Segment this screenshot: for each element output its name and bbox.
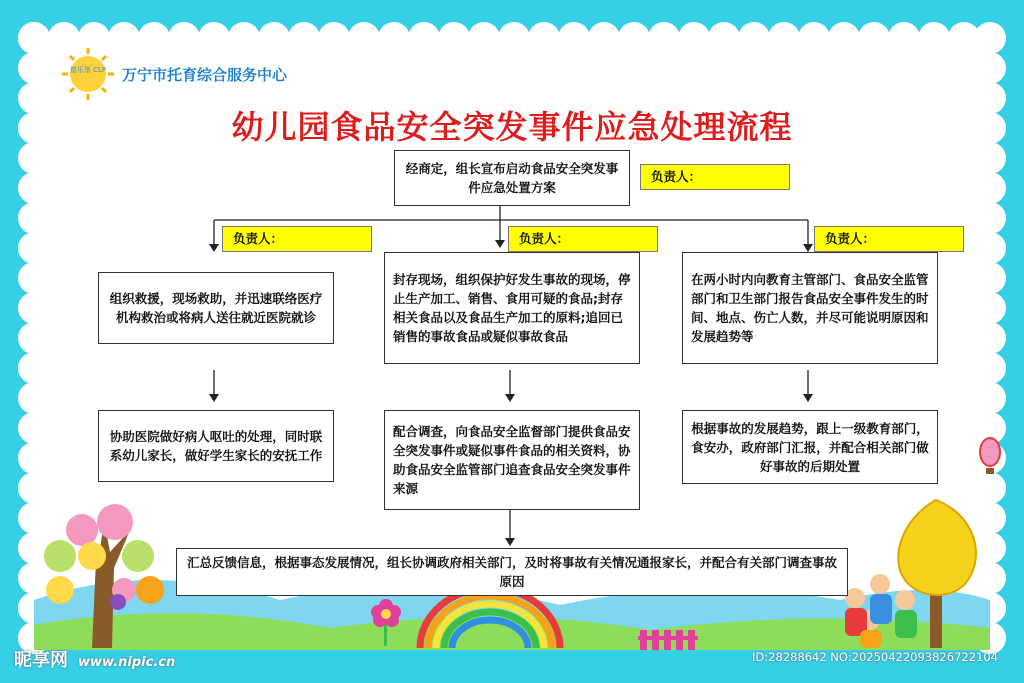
column-1-owner-field: 负责人： (222, 226, 372, 252)
column-1-step-2-box: 协助医院做好病人呕吐的处理，同时联系幼儿家长，做好学生家长的安抚工作 (98, 410, 334, 482)
column-3-step-1-box: 在两小时内向教育主管部门、食品安全监管部门和卫生部门报告食品安全事件发生的时间、地点、伤亡人数，并尽可能说明原因和发展趋势等 (682, 252, 938, 364)
watermark-site-name: 昵享网 (14, 650, 68, 671)
page-title: 幼儿园食品安全突发事件应急处理流程 (231, 108, 793, 146)
watermark-id: ID:28288642 NO:20250422093826722104 (752, 650, 998, 664)
start-owner-field: 负责人： (640, 164, 790, 190)
watermark-site (14, 646, 175, 672)
start-step-box: 经商定，组长宣布启动食品安全突发事件应急处置方案 (394, 150, 630, 206)
final-step-box: 汇总反馈信息，根据事态发展情况，组长协调政府相关部门，及时将事故有关情况通报家长，并配合有关部门调查事故原因 (176, 548, 848, 596)
column-1-step-1-box: 组织救援，现场救助，并迅速联络医疗机构救治或将病人送往就近医院就诊 (98, 272, 334, 344)
fence-icon (638, 630, 698, 650)
watermark-url: www.nipic.cn (78, 655, 176, 670)
organization-name: 万宁市托育综合服务中心 (122, 66, 288, 84)
column-3-step-2-box: 根据事故的发展趋势，跟上一级教育部门，食安办，政府部门汇报，并配合相关部门做好事故的后期处置 (682, 410, 938, 484)
logo-text: 德乐堡 CLP (69, 66, 107, 74)
column-2-step-2-box: 配合调查，向食品安全监督部门提供食品安全突发事件或疑似事件食品的相关资料，协助食品安全监管部门追查食品安全突发事件来源 (384, 410, 640, 510)
column-2-owner-field: 负责人： (508, 226, 658, 252)
column-3-owner-field: 负责人： (814, 226, 964, 252)
column-2-step-1-box: 封存现场，组织保护好发生事故的现场，停止生产加工、销售、食用可疑的食品;封存相关食品以及食品生产加工的原料;追回已销售的事故食品或疑似事故食品 (384, 252, 640, 364)
